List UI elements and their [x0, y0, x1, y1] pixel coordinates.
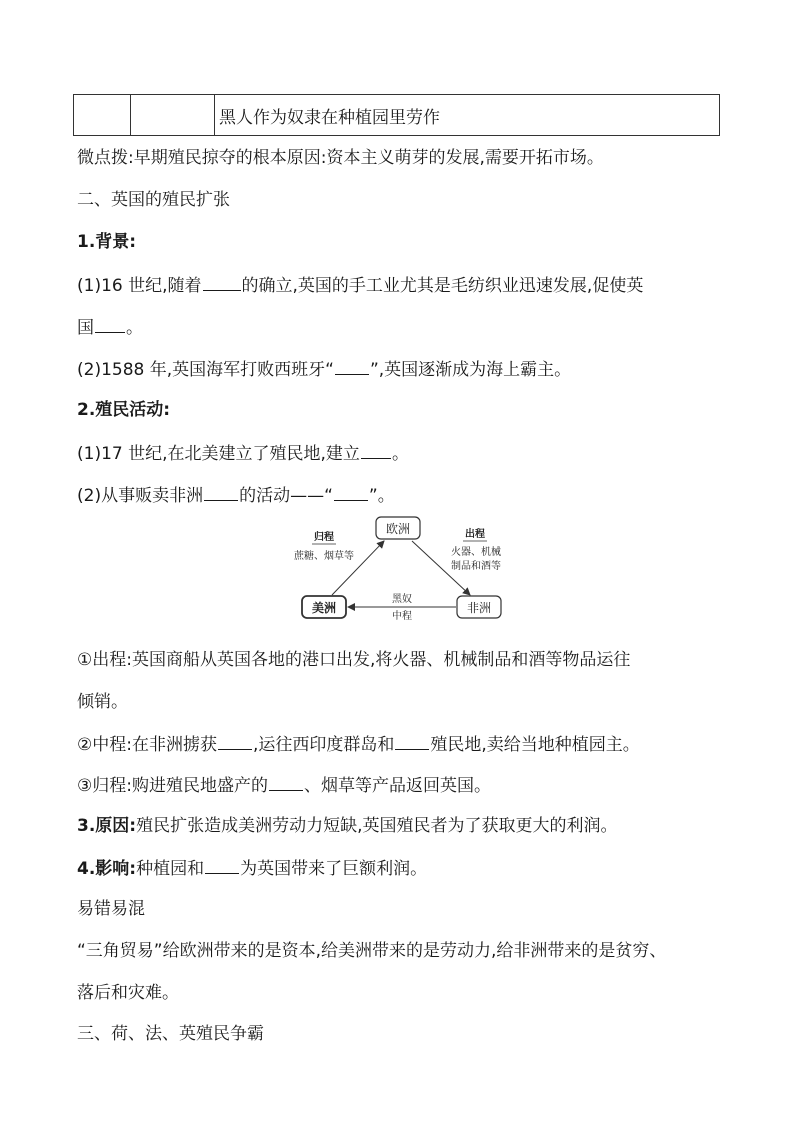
middle-title: 中程: [392, 611, 412, 622]
america-label: 美洲: [311, 601, 337, 615]
europe-label: 欧洲: [385, 522, 411, 536]
outbound-goods-2: 制品和酒等: [451, 561, 501, 572]
fill-blank[interactable]: [205, 855, 239, 874]
fill-blank[interactable]: [203, 272, 241, 291]
return-arrow: [332, 541, 384, 595]
confusion-title: 易错易混: [77, 899, 145, 919]
fill-blank[interactable]: [218, 731, 252, 750]
text: ③归程:购进殖民地盛产的: [77, 776, 268, 796]
text: 为英国带来了巨额利润。: [240, 859, 428, 879]
effect-label: 4.影响:: [77, 859, 137, 879]
info-table: [73, 94, 720, 136]
outbound-goods-1: 火器、机械: [451, 547, 501, 558]
fill-blank[interactable]: [204, 482, 238, 501]
return-step: [77, 772, 491, 798]
text: 的活动——“: [239, 486, 333, 506]
cause-item: [77, 814, 618, 838]
text: 殖民地,卖给当地种植园主。: [430, 735, 640, 755]
text: (2)从事贩卖非洲: [77, 486, 204, 506]
text: (1)16 世纪,随着: [77, 276, 202, 296]
confusion-text-2: 落后和灾难。: [77, 983, 179, 1003]
fill-blank[interactable]: [334, 482, 368, 501]
effect-item: [77, 855, 427, 881]
section3-heading: 三、荷、法、英殖民争霸: [77, 1024, 264, 1044]
text: 种植园和: [136, 859, 205, 879]
text: 。: [126, 318, 143, 338]
outbound-step-cont: 倾销。: [77, 692, 128, 712]
return-goods: 蔗糖、烟草等: [294, 551, 354, 562]
text: ,运往西印度群岛和: [252, 735, 395, 755]
background-item-1-cont: [77, 314, 143, 340]
background-label: 1.背景:: [77, 232, 137, 252]
fill-blank[interactable]: [335, 356, 369, 375]
table-cell: [74, 95, 131, 136]
fill-blank[interactable]: [269, 772, 303, 791]
text: 殖民扩张造成美洲劳动力短缺,英国殖民者为了获取更大的利润。: [136, 816, 618, 836]
activity-label: 2.殖民活动:: [77, 400, 171, 420]
africa-label: 非洲: [466, 601, 492, 615]
fill-blank[interactable]: [361, 440, 391, 459]
text: 。: [391, 444, 409, 464]
middle-cargo: 黑奴: [392, 594, 412, 605]
text: ”,英国逐渐成为海上霸主。: [369, 360, 572, 380]
cause-label: 3.原因:: [77, 816, 137, 836]
middle-step: [77, 731, 640, 757]
background-item-1: [77, 272, 643, 298]
section2-heading: 二、英国的殖民扩张: [77, 190, 230, 210]
background-item-2: [77, 356, 571, 382]
text: (2)1588 年,英国海军打败西班牙“: [77, 360, 334, 380]
text: 国: [77, 318, 94, 338]
activity-item-1: [77, 440, 409, 466]
table-row: [74, 95, 720, 136]
text: ②中程:在非洲掳获: [77, 735, 217, 755]
return-title: 归程: [314, 532, 334, 543]
triangle-trade-diagram: [280, 513, 520, 623]
outbound-step: ①出程:英国商船从英国各地的港口出发,将火器、机械制品和酒等物品运往: [77, 650, 631, 670]
text: ”。: [368, 486, 395, 506]
table-cell: [131, 95, 215, 136]
fill-blank[interactable]: [395, 731, 429, 750]
text: 的确立,英国的手工业尤其是毛纺织业迅速发展,促使英: [241, 276, 644, 296]
fill-blank[interactable]: [95, 314, 125, 333]
outbound-title: 出程: [465, 529, 485, 540]
text: (1)17 世纪,在北美建立了殖民地,建立: [77, 444, 360, 464]
tip-text: 微点拨:早期殖民掠夺的根本原因:资本主义萌芽的发展,需要开拓市场。: [77, 148, 604, 168]
activity-item-2: [77, 482, 395, 508]
text: 、烟草等产品返回英国。: [303, 776, 491, 796]
confusion-text-1: “三角贸易”给欧洲带来的是资本,给美洲带来的是劳动力,给非洲带来的是贫穷、: [77, 941, 667, 961]
table-cell: 黑人作为奴隶在种植园里劳作: [215, 95, 720, 136]
